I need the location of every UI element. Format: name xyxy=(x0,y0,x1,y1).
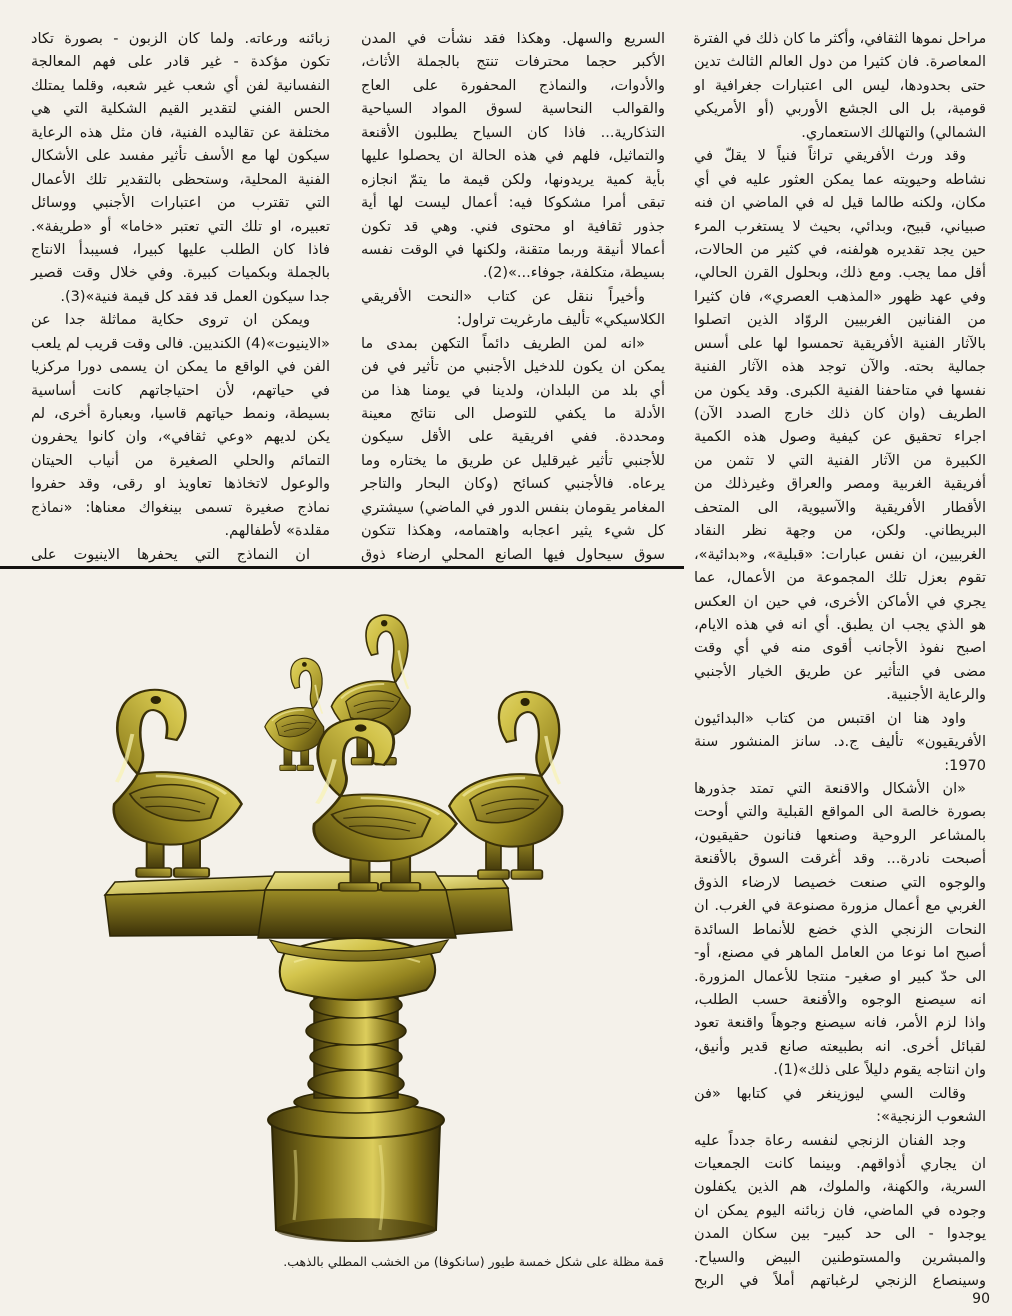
text-line-content: النفسانية لفن أي شعب غير شعبه، وقلما يمتلك xyxy=(31,77,330,94)
text-line-content: بالجملة وبكميات كبيرة. وفي خلال وقت قصير xyxy=(31,265,330,282)
text-line-content: أصبح اما نوعا من العامل الماهر في مصنع، أو- xyxy=(694,945,986,962)
text-line-content: اجراء تحقيق عن كيفية وصول هذه الكمية xyxy=(694,429,986,446)
text-line xyxy=(30,216,330,239)
text-line-content: والأدوات، والنماذج المحفورة على العاج xyxy=(361,77,665,94)
text-line xyxy=(693,1223,986,1246)
text-line-content: فاذا كان الطلب عليها كبيرا، فسيبدأ الانتاج xyxy=(31,241,330,258)
text-line xyxy=(693,473,986,496)
text-line-content: مضى في التأثير عن طريق الخيار الأجنبي xyxy=(694,663,986,680)
figure-caption-text: قمة مظلة على شكل خمسة طيور (سانكوفا) من الخشب المطلي بالذهب. xyxy=(283,1254,664,1269)
text-line-content: السريع والسهل. وهكذا فقد نشأت في المدن xyxy=(361,31,665,47)
text-line xyxy=(693,661,986,684)
text-line-content: انه سيصنع الوجوه والأقنعة حسب الطلب، xyxy=(694,991,986,1008)
text-line-content: تعبيره، او تلك التي تعتبر «خاما» أو «طريفة». xyxy=(31,218,330,235)
text-line xyxy=(360,98,665,121)
column-right xyxy=(693,28,986,1294)
text-line-content: يوجدوا - الى حد كبير- بين سكان المدن xyxy=(694,1226,986,1243)
text-line-content: ان النماذج التي يحفرها الاينيوت على xyxy=(31,546,310,563)
text-line-content: «ان الأشكال والاقنعة التي تمتد جذورها xyxy=(694,781,966,797)
text-line xyxy=(360,403,665,426)
text-line-content: واذا لزم الأمر، فانه سيصنع وجوهاً واقنعة تعود xyxy=(694,1015,986,1032)
text-line xyxy=(693,333,986,356)
sculpture-platform xyxy=(105,872,512,961)
text-line xyxy=(30,403,330,426)
text-line-content: يرعاه. فالأجنبي كسائح (وكان البحار والتاجر xyxy=(361,476,665,493)
text-line-content: «الاينيوت»(4) الكنديين. فالى وقت قريب لم يلعب xyxy=(31,335,330,352)
text-line xyxy=(360,262,665,285)
text-line-content: حتى بحدودها، ليس الى اعتبارات جغرافية او xyxy=(694,77,986,94)
text-line xyxy=(360,520,665,543)
text-line xyxy=(30,145,330,168)
text-line-content: نفسها في متاحفنا الفنية الكبرى. وقد يكون من xyxy=(694,382,986,399)
text-line-content: الفنية المحلية، وستحظى بالتقدير تلك الأعمال xyxy=(31,171,330,188)
text-line-content: وقد ورث الأفريقي تراثاً فنياً لا يقلّ في xyxy=(694,148,966,165)
text-line-content: جدا سيكون العمل قد فقد كل قيمة فنية»(3). xyxy=(60,288,330,305)
text-line xyxy=(360,426,665,449)
text-line-content: الأكبر حجما محترفات تنتج بالجملة الأثاث، xyxy=(361,54,665,71)
text-line xyxy=(693,684,986,707)
text-line-content: المغامر يقومان بنفس الدور في الماضي) سيشتري xyxy=(361,499,665,516)
text-line xyxy=(30,333,330,356)
text-line xyxy=(30,262,330,285)
text-line-content: الكلاسيكي» تأليف مارغريت تراول: xyxy=(456,312,665,329)
text-line xyxy=(693,1270,986,1293)
text-line-content: الى حدّ كبير او صغير- منتجا للأعمال المزورة. xyxy=(694,968,986,985)
text-line-content: قومية، بل الى الجشع الأوربي (أو الأمريكي xyxy=(694,101,986,118)
text-line xyxy=(360,239,665,262)
text-line xyxy=(693,591,986,614)
text-line-content: بالمشاعر الروحية وصنعها فنانون حقيقيون، xyxy=(694,827,986,844)
text-line-content: وان انتاجه يقوم دليلاً على ذلك»(1). xyxy=(773,1062,986,1079)
text-line-content: والوجوه التي صنعت خصيصا لارضاء الذوق xyxy=(694,874,986,891)
text-line xyxy=(693,614,986,637)
figure-caption xyxy=(240,1252,664,1272)
text-line-content: وجوده في الماضي، فان زبائنه اليوم يمكن ان xyxy=(694,1202,986,1219)
text-line-content: ان يجاري أذواقهم. وبينما كانت الجمعيات xyxy=(694,1156,986,1172)
text-line xyxy=(693,122,986,145)
text-line xyxy=(693,216,986,239)
text-line xyxy=(693,98,986,121)
text-line xyxy=(30,122,330,145)
text-line xyxy=(693,778,966,801)
text-line-content: مقلدة» لأطفالهم. xyxy=(224,523,330,540)
text-line xyxy=(693,403,986,426)
text-line-content: تكون مؤكدة - غير قادر على فهم المعالجة xyxy=(31,54,330,71)
text-line xyxy=(693,731,986,754)
text-line xyxy=(360,497,665,520)
text-line-content: بسيطة، ونمط حياتهم قاسيا، وبعبارة أخرى، لم xyxy=(31,406,330,422)
text-line-content: وفي عهد ظهور «المذهب العصري»، فان كثيرا xyxy=(694,288,986,305)
text-line xyxy=(693,966,986,989)
text-line xyxy=(693,708,966,731)
text-line xyxy=(30,356,330,379)
text-line-content: زبائنه ورعاته. ولما كان الزبون - بصورة تكاد xyxy=(31,31,330,47)
text-line-content: يجري في الأماكن الأخرى، في حين ان العكس xyxy=(694,593,986,610)
text-line-content: الغربي مع أعمال مزورة مصنوعة في الغرب. ان xyxy=(694,898,986,915)
text-line-content: أقل مما يجب. ومع ذلك، وبحلول القرن الحالي، xyxy=(694,265,986,282)
text-line-content: الشمالي) والتهالك الاستعماري. xyxy=(801,124,986,141)
text-line-content: مكان، ولكنه طالما قيل له في الماضي ان فنه xyxy=(694,195,986,212)
text-line-content: السرية، والكهنة، والملوك، هم الذين يكفلون xyxy=(694,1179,986,1196)
text-line xyxy=(693,1130,966,1153)
text-line-content: بالآثار الفنية الأفريقية تحمسوا لها على أسس xyxy=(694,335,986,352)
text-line-content: وجد الفنان الزنجي لنفسه رعاة جدداً عليه xyxy=(694,1132,966,1149)
text-line-content: الطريف (وان كان ذلك خارج الصدد الآن) xyxy=(694,406,986,422)
text-line xyxy=(693,309,986,332)
text-line xyxy=(693,497,986,520)
text-line-content: «انه لمن الطريف دائماً التكهن بمدى ما xyxy=(361,335,645,352)
text-line-content: نماذج صغيرة تسمى بينغواك معناها: «نماذج xyxy=(31,499,330,516)
text-line xyxy=(360,216,665,239)
text-line xyxy=(693,1153,986,1176)
text-line xyxy=(693,380,986,403)
text-line-content: 1970: xyxy=(944,757,986,774)
text-line xyxy=(693,989,986,1012)
text-line xyxy=(30,544,310,567)
text-line xyxy=(30,497,330,520)
text-line xyxy=(360,192,665,215)
text-line xyxy=(360,75,665,98)
text-line xyxy=(693,801,986,824)
text-line xyxy=(30,450,330,473)
bird-figure-left xyxy=(114,690,242,877)
text-line-content: بأية كمية يريدونها، ولكن قيمة ما يتمّ انجازه xyxy=(361,171,665,188)
text-line xyxy=(30,380,330,403)
text-line-content: بسيطة، متكلفة، جوفاء...»(2). xyxy=(482,265,665,282)
text-line xyxy=(30,426,330,449)
text-line-content: ومحددة. ففي افريقية على الأقل سيكون xyxy=(361,429,665,446)
text-line-content: وأخيراً ننقل عن كتاب «النحت الأفريقي xyxy=(361,288,645,305)
text-line xyxy=(30,98,330,121)
text-line-content: بصورة خالصة الى المواقع القبلية والتي أوحت xyxy=(694,804,986,821)
text-line xyxy=(693,192,986,215)
text-line xyxy=(693,145,966,168)
text-line-content: سوق سيحاول فيها الصانع المحلي ارضاء ذوق xyxy=(361,546,665,563)
text-line-content: مختلفة عن تقاليده الفنية، فان مثل هذه الرعاية xyxy=(31,124,330,141)
text-line xyxy=(30,192,330,215)
text-line-content: يمكن ان يكون للدخيل الأجنبي من تأثير في فن xyxy=(361,359,665,376)
text-line xyxy=(693,286,986,309)
text-line xyxy=(30,169,330,192)
text-line xyxy=(693,825,986,848)
text-line-content: الحس الفني لتقدير القيم الشكلية التي هي xyxy=(31,101,330,118)
text-line xyxy=(30,239,330,262)
text-line-content: النحات الزنجي الذي خضع للأنماط السائدة xyxy=(694,921,986,938)
text-line-content: والرعاية الأجنبية. xyxy=(886,687,986,704)
text-line xyxy=(693,848,986,871)
text-line-content: التي تقترب من اعتبارات الأجنبي ووسائل xyxy=(31,195,330,212)
text-line-content: صبياني، قبيح، وبدائي، بحيث لا يستغرب المرء xyxy=(694,218,986,235)
text-line xyxy=(360,51,665,74)
text-line-content: أصبحت نادرة... وقد أغرقت السوق بالأقنعة xyxy=(694,851,986,868)
text-line xyxy=(693,1200,986,1223)
text-line xyxy=(693,942,986,965)
text-line-content: لقبائل أخرى. انه بطبيعته صانع قدير وأنيق، xyxy=(694,1038,986,1055)
text-line xyxy=(693,544,986,567)
sculpture-base xyxy=(268,1091,444,1242)
text-line xyxy=(693,1083,966,1106)
text-line-content: الشعوب الزنجية»: xyxy=(876,1109,986,1126)
text-line xyxy=(693,169,986,192)
text-line xyxy=(693,356,986,379)
text-line-content: يكن لديهم «وعي ثقافي»، وان كانوا يحفرون xyxy=(31,429,330,446)
text-line xyxy=(693,262,986,285)
text-line xyxy=(360,356,665,379)
text-line-content: البريطاني. ولكن، من وجهة نظر النقاد xyxy=(694,523,986,540)
text-line-content: الأفريقيون» تأليف ج.د. سانز المنشور سنة xyxy=(694,734,986,751)
text-line xyxy=(360,333,645,356)
text-line xyxy=(30,28,330,51)
text-line-content: المعاصرة. فان كثيرا من دول العالم الثالث تدين xyxy=(694,54,986,71)
text-line xyxy=(360,380,665,403)
text-line xyxy=(360,309,665,332)
text-line-content: مراحل نموها الثقافي، وأكثر ما كان ذلك في الفترة xyxy=(693,31,986,47)
text-line xyxy=(30,51,330,74)
column-left xyxy=(30,28,330,567)
text-line-content: حين يجد تقديره هولفنه، في كثير من الحالات، xyxy=(694,241,986,258)
text-line-content: في حياتهم، لأن احتياجاتهم كانت أساسية xyxy=(31,382,330,399)
text-line xyxy=(30,473,330,496)
text-line xyxy=(693,51,986,74)
sculpture-photo xyxy=(80,590,580,1250)
text-line xyxy=(693,520,986,543)
text-line xyxy=(360,450,665,473)
bird-figure-back-left xyxy=(265,658,324,770)
text-line-content: تبقى أمرا مشكوكا فيه: أعمال ليست لها أية xyxy=(361,195,665,212)
text-line-content: والوعول لاتخاذها تعاويذ او رقى، وقد حفروا xyxy=(31,476,330,493)
text-line xyxy=(360,122,665,145)
text-line xyxy=(693,239,986,262)
text-line-content: وقالت السي ليوزينغر في كتابها «فن xyxy=(694,1085,966,1102)
text-line xyxy=(360,28,665,51)
text-line-content: التمائم والحلي الصغيرة من أنياب الحيتان xyxy=(31,452,330,469)
text-line-content: أعمالا أنيقة وربما متقنة، ولكنها في الوقت نفسه xyxy=(361,241,665,258)
text-line xyxy=(693,1036,986,1059)
text-line xyxy=(693,450,986,473)
text-line xyxy=(693,1106,986,1129)
text-line-content: تقوم بعزل تلك المجموعة من الأعمال، عما xyxy=(694,570,986,587)
text-line xyxy=(693,75,986,98)
text-line xyxy=(360,473,665,496)
text-line-content: الفن في الواقع ما يمكن ان يسمى دورا مركزيا xyxy=(31,359,330,376)
text-line-content: نشاطه وحيويته عما يمكن العثور عليه في أي xyxy=(694,171,986,188)
text-line-content: هو الذي يجب ان يطبق. أي انه في هذه الايام، xyxy=(694,616,986,633)
text-line-content: الكبيرة من الآثار الفنية التي لا تثمن من xyxy=(694,452,986,469)
text-line xyxy=(693,426,986,449)
text-line-content: أي بلد من البلدان، ولدينا في يومنا هذا من xyxy=(361,382,665,399)
text-line xyxy=(30,309,310,332)
section-divider xyxy=(0,566,684,569)
text-line-content: وسينصاع الزنجي لرغباتهم أملاً في الربح xyxy=(694,1273,986,1290)
text-line-content: والقوالب النحاسية لسوق المواد السياحية xyxy=(361,101,665,118)
text-line xyxy=(693,1012,986,1035)
text-line xyxy=(693,1059,986,1082)
text-line-content: أفريقية الغربية ومصر والعراق وغيرذلك من xyxy=(694,476,986,493)
text-line xyxy=(360,286,645,309)
text-line xyxy=(693,28,986,51)
text-line-content: جذور ثقافية او محتوى فني. وهي قد تكون xyxy=(361,218,665,235)
text-line-content: الأدلة ما يكفي للتوصل الى نتائج معينة xyxy=(361,406,665,422)
text-line-content: اصبح نفوذ الأجانب أقوى منه في أي وقت xyxy=(694,640,986,657)
text-line-content: التذكارية... فاذا كان السياح يطلبون الأقنعة xyxy=(361,124,665,141)
text-line-content: جمالية بحته. والآن توجد هذه الآثار الفنية xyxy=(694,359,986,376)
text-line xyxy=(360,145,665,168)
text-line-content: والتماثيل، فلهم في هذه الحالة ان يحصلوا عليها xyxy=(361,148,665,165)
text-line-content: كل شيء يثير اعجابه واهتمامه، وهكذا تتكون xyxy=(361,523,665,540)
bird-figure-front xyxy=(314,719,457,891)
text-line-content: الأقطار الأفريقية والآسيوية، الى المتحف xyxy=(694,499,986,516)
text-line-content: ويمكن ان تروى حكاية مماثلة جدا عن xyxy=(31,312,310,329)
text-line xyxy=(693,637,986,660)
text-line xyxy=(30,286,330,309)
text-line xyxy=(693,895,986,918)
text-line xyxy=(360,544,665,567)
column-middle xyxy=(360,28,665,567)
text-line xyxy=(360,169,665,192)
text-line-content: الغربيين، ان نفس عبارات: «قبلية»، و«بدائية»، xyxy=(694,546,986,563)
text-line-content: للأجنبي تأثير غيرقليل عن طريق ما يختاره وما xyxy=(361,452,665,469)
text-line xyxy=(30,520,330,543)
text-line xyxy=(693,567,986,590)
text-line-content: واود هنا ان اقتبس من كتاب «البدائيون xyxy=(694,710,966,727)
text-line xyxy=(693,872,986,895)
text-line-content: والمبشرين والمستوطنين البيض والسياح. xyxy=(694,1249,986,1266)
bird-figure-right xyxy=(449,692,562,879)
text-line-content: سيكون لها مع الأسف تأثير مفسد على الأشكال xyxy=(31,148,330,165)
text-line xyxy=(693,1247,986,1270)
page-number: 90 xyxy=(972,1291,990,1307)
text-line xyxy=(693,1176,986,1199)
text-line xyxy=(693,919,986,942)
text-line-content: من الفنانين الغربيين الروّاد الذين اتصلوا xyxy=(694,312,986,329)
text-line xyxy=(693,755,986,778)
text-line xyxy=(30,75,330,98)
